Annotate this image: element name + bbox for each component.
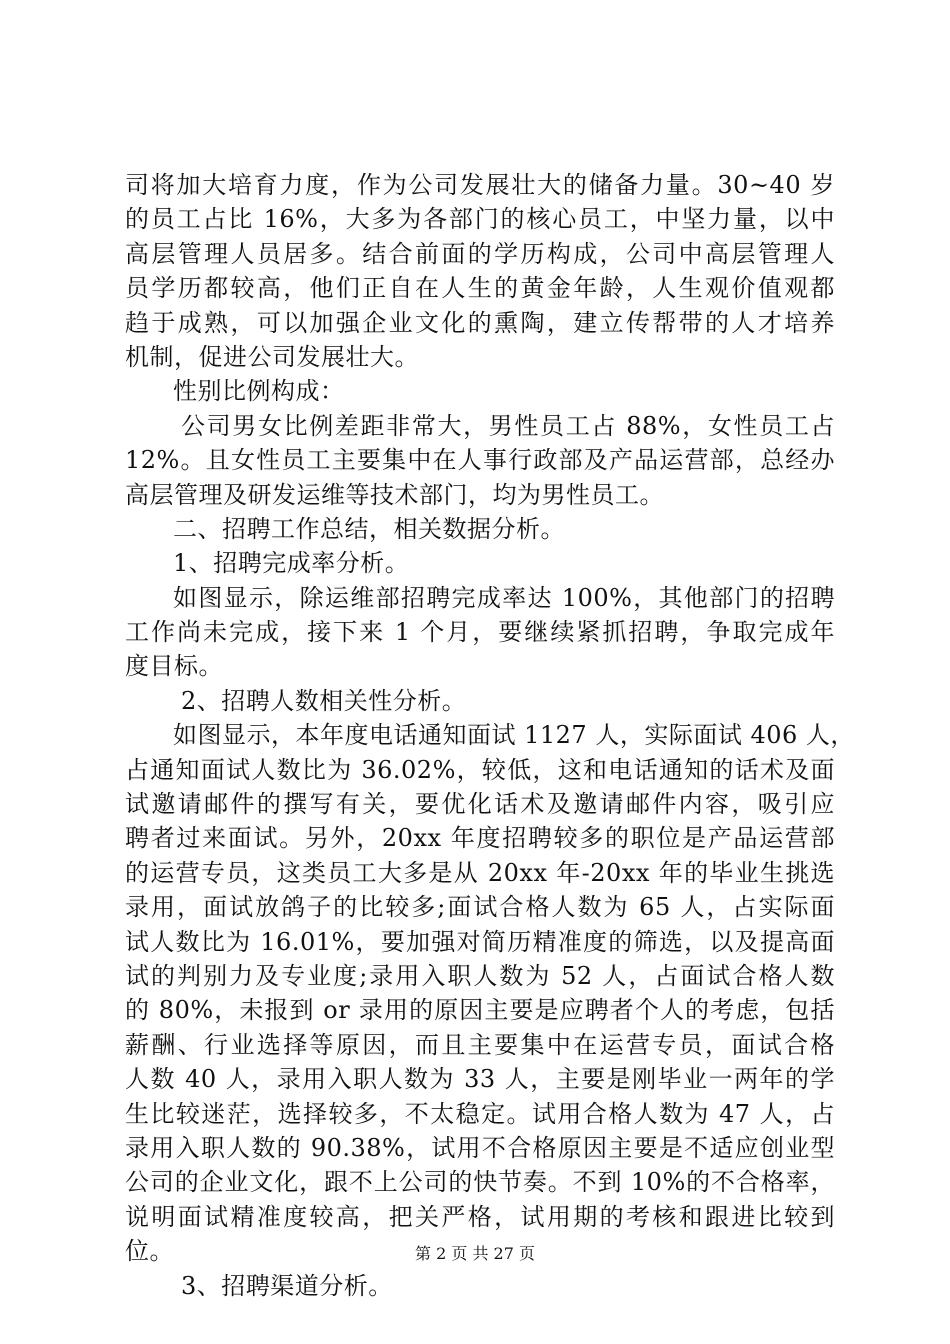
text-line: 占通知面试人数比为 36.02%，较低，这和电话通知的话术及面 <box>125 755 835 784</box>
page-number: 第 2 页 共 27 页 <box>415 1244 535 1263</box>
text-line: 试邀请邮件的撰写有关，要优化话术及邀请邮件内容，吸引应 <box>125 790 835 819</box>
text-line: 公司男女比例差距非常大，男性员工占 88%，女性员工占 <box>181 411 835 440</box>
page-footer <box>0 1244 950 1264</box>
section-heading: 性别比例构成： <box>173 377 345 406</box>
text-line: 生比较迷茫，选择较多，不太稳定。试用合格人数为 47 人，占 <box>125 1099 835 1128</box>
section-heading: 二、招聘工作总结，相关数据分析。 <box>173 514 565 543</box>
text-line: 如图显示，除运维部招聘完成率达 100%，其他部门的招聘 <box>173 583 835 612</box>
text-line: 录用入职人数的 90.38%，试用不合格原因主要是不适应创业型 <box>125 1133 835 1162</box>
text-line: 高层管理及研发运维等技术部门，均为男性员工。 <box>125 480 664 509</box>
text-line: 的员工占比 16%，大多为各部门的核心员工，中坚力量，以中 <box>125 205 835 234</box>
text-line: 试人数比为 16.01%，要加强对简历精准度的筛选，以及提高面 <box>125 927 835 956</box>
text-line: 的 80%，未报到 or 录用的原因主要是应聘者个人的考虑，包括 <box>125 996 835 1025</box>
section-heading: 2、招聘人数相关性分析。 <box>181 686 467 715</box>
text-line: 人数 40 人，录用入职人数为 33 人，主要是刚毕业一两年的学 <box>125 1065 835 1094</box>
text-line: 聘者过来面试。另外，20xx 年度招聘较多的职位是产品运营部 <box>125 824 835 853</box>
text-line: 试的判别力及专业度;录用入职人数为 52 人，占面试合格人数 <box>125 961 835 990</box>
text-line: 位。 <box>125 1237 174 1266</box>
text-line: 度目标。 <box>125 652 223 681</box>
text-line: 说明面试精准度较高，把关严格，试用期的考核和跟进比较到 <box>125 1202 835 1231</box>
text-line: 工作尚未完成，接下来 1 个月，要继续紧抓招聘，争取完成年 <box>125 618 835 647</box>
section-heading: 3、招聘渠道分析。 <box>181 1271 393 1300</box>
section-heading: 1、招聘完成率分析。 <box>173 549 410 578</box>
text-line: 12%。且女性员工主要集中在人事行政部及产品运营部，总经办 <box>125 446 835 475</box>
text-line: 司将加大培育力度，作为公司发展壮大的储备力量。30~40 岁 <box>125 171 835 199</box>
document-body <box>125 168 855 1303</box>
text-line: 录用，面试放鸽子的比较多;面试合格人数为 65 人，占实际面 <box>125 893 835 922</box>
text-line: 薪酬、行业选择等原因，而且主要集中在运营专员，面试合格 <box>125 1030 835 1059</box>
text-line: 公司的企业文化，跟不上公司的快节奏。不到 10%的不合格率， <box>125 1168 835 1197</box>
text-line: 员学历都较高，他们正自在人生的黄金年龄，人生观价值观都 <box>125 274 835 303</box>
text-line: 趋于成熟，可以加强企业文化的熏陶，建立传帮带的人才培养 <box>125 308 835 337</box>
text-line: 如图显示，本年度电话通知面试 1127 人，实际面试 406 人， <box>173 721 855 750</box>
text-line: 的运营专员，这类员工大多是从 20xx 年-20xx 年的毕业生挑选 <box>125 858 835 887</box>
text-line: 机制，促进公司发展壮大。 <box>125 342 419 371</box>
text-line: 高层管理人员居多。结合前面的学历构成，公司中高层管理人 <box>125 239 835 268</box>
